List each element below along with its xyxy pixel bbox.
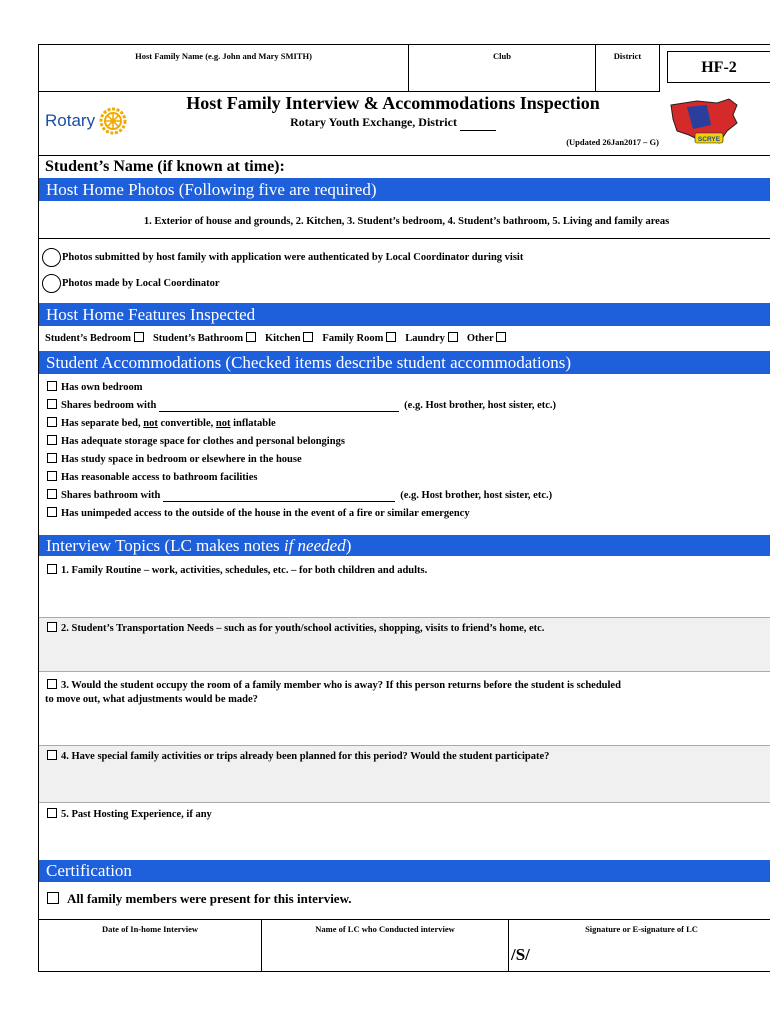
photos-option-authenticated-label: Photos submitted by host family with application were authenticated by Local Coordinator during visit [62,251,524,263]
feature-other[interactable]: Other [467,333,510,344]
acc-separate-bed[interactable]: Has separate bed, not convertible, not inflatable [47,417,276,429]
checkbox-icon[interactable] [47,507,57,517]
photos-option-authenticated[interactable] [42,248,523,267]
checkbox-icon[interactable] [448,332,458,342]
club-label: Club [493,51,511,61]
host-family-name-field[interactable] [39,45,409,91]
checkbox-icon[interactable] [386,332,396,342]
photos-required-list: 1. Exterior of house and grounds, 2. Kitchen, 3. Student’s bedroom, 4. Student’s bathroom, 5. Living and family areas [143,216,670,227]
lc-signature-value: /S/ [511,945,530,964]
form-container [38,44,770,972]
interview-section-heading: Interview Topics (LC makes notes if needed) [39,535,770,556]
checkbox-icon[interactable] [47,808,57,818]
lc-signature-field[interactable] [509,919,770,971]
topic-past-hosting[interactable]: 5. Past Hosting Experience, if any [47,808,212,820]
acc-bathroom-access[interactable]: Has reasonable access to bathroom facilities [47,471,257,483]
page-title: Host Family Interview & Accommodations Inspection [186,93,600,113]
radio-circle-icon[interactable] [42,274,61,293]
accommodations-section-heading: Student Accommodations (Checked items describe student accommodations) [39,351,770,374]
rotary-wheel-icon [99,107,127,135]
club-field[interactable] [409,45,596,91]
features-section-heading: Host Home Features Inspected [39,303,770,326]
rotary-wordmark: Rotary [45,111,96,130]
page-subtitle [163,115,623,131]
checkbox-icon[interactable] [246,332,256,342]
features-checklist [45,332,510,344]
shares-bathroom-blank[interactable] [163,490,395,502]
topic-room-occupancy-cont: to move out, what adjustments would be made? [45,694,258,705]
subtitle-text: Rotary Youth Exchange, District [290,115,457,129]
photos-option-lc-label: Photos made by Local Coordinator [62,277,220,289]
checkbox-icon[interactable] [47,453,57,463]
radio-circle-icon[interactable] [42,248,61,267]
checkbox-icon[interactable] [47,417,57,427]
acc-shares-bedroom[interactable]: Shares bedroom with (e.g. Host brother, host sister, etc.) [47,399,556,412]
acc-storage[interactable]: Has adequate storage space for clothes and personal belongings [47,435,345,447]
topic-transportation[interactable]: 2. Student’s Transportation Needs – such as for youth/school activities, shopping, visits to friend’s home, etc. [47,622,544,634]
feature-kitchen[interactable]: Kitchen [265,333,317,344]
checkbox-icon[interactable] [47,564,57,574]
checkbox-icon[interactable] [47,399,57,409]
shares-bedroom-blank[interactable] [159,400,399,412]
feature-students-bedroom[interactable]: Student’s Bedroom [45,333,148,344]
usa-map-icon [667,95,741,151]
certification-statement[interactable]: All family members were present for this interview. [47,891,352,907]
district-field[interactable] [596,45,660,91]
acc-own-bedroom[interactable]: Has own bedroom [47,381,142,393]
district-label: District [613,51,642,61]
acc-unimpeded-access[interactable]: Has unimpeded access to the outside of the house in the event of a fire or similar emergency [47,507,470,519]
interview-date-field[interactable] [39,919,262,971]
district-blank [460,115,496,131]
lc-signature-label: Signature or E-signature of LC [585,924,698,934]
lc-name-field[interactable] [262,919,509,971]
rotary-logo [45,107,127,135]
lc-name-label: Name of LC who Conducted interview [315,924,455,934]
checkbox-icon[interactable] [134,332,144,342]
certification-section-heading: Certification [39,860,770,882]
form-code-box: HF-2 [667,51,770,83]
checkbox-icon[interactable] [303,332,313,342]
photos-section-heading: Host Home Photos (Following five are required) [39,178,770,201]
checkbox-icon[interactable] [496,332,506,342]
host-family-name-label: Host Family Name (e.g. John and Mary SMITH) [135,51,312,61]
scrye-text: SCRYE [697,136,721,143]
topic-planned-activities[interactable]: 4. Have special family activities or trips already been planned for this period? Would the student participate? [47,750,549,762]
feature-laundry[interactable]: Laundry [405,333,461,344]
checkbox-icon[interactable] [47,679,57,689]
acc-study[interactable]: Has study space in bedroom or elsewhere in the house [47,453,302,465]
updated-date: (Updated 26Jan2017 – G) [566,137,659,147]
student-name-label: Student’s Name (if known at time): [45,158,285,175]
acc-shares-bathroom[interactable]: Shares bathroom with (e.g. Host brother, host sister, etc.) [47,489,552,502]
checkbox-icon[interactable] [47,750,57,760]
checkbox-icon[interactable] [47,381,57,391]
feature-family-room[interactable]: Family Room [322,333,400,344]
checkbox-icon[interactable] [47,489,57,499]
interview-date-label: Date of In-home Interview [101,924,199,934]
checkbox-icon[interactable] [47,471,57,481]
topic-room-occupancy[interactable]: 3. Would the student occupy the room of a family member who is away? If this person returns before the student is scheduled [47,679,621,691]
checkbox-icon[interactable] [47,892,59,904]
checkbox-icon[interactable] [47,435,57,445]
checkbox-icon[interactable] [47,622,57,632]
topic-family-routine[interactable]: 1. Family Routine – work, activities, schedules, etc. – for both children and adults. [47,564,427,576]
photos-option-lc[interactable] [42,274,220,293]
feature-students-bathroom[interactable]: Student’s Bathroom [153,333,260,344]
